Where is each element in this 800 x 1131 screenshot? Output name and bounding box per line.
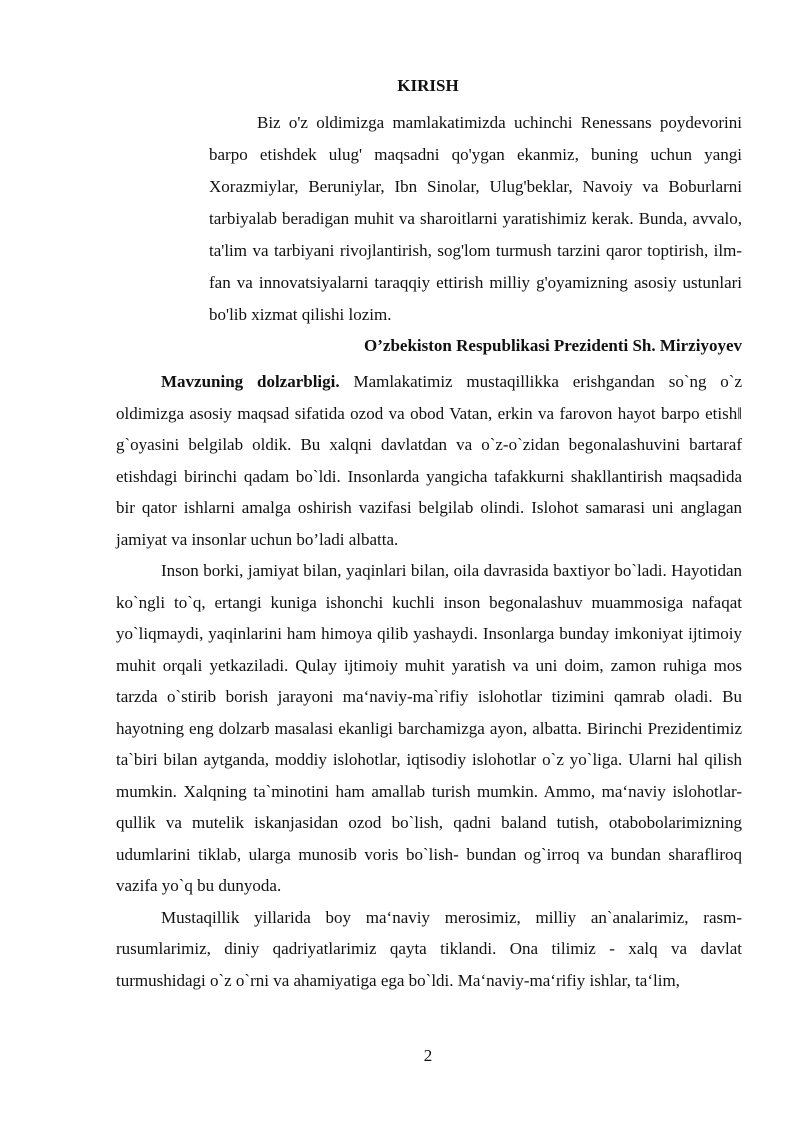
epigraph-attribution: O’zbekiston Respublikasi Prezidenti Sh. Mirziyoyev — [364, 336, 742, 355]
epigraph-quote: Biz o'z oldimizga mamlakatimizda uchinchi Renessans poydevorini barpo etishdek ulug' maqsadni qo'ygan ekanmiz, buning uchun yangi Xorazmiylar, Beruniylar, Ibn Sinolar, Ulug'beklar, Navoiy va Boburlarni tarbiyalab beradigan muhit va sharoitlarni yaratishimiz kerak. Bunda, avvalo, ta'lim va tarbiyani rivojlantirish, sog'lom turmush tarzini qaror toptirish, ilm-fan va innovatsiyalarni taraqqiy ettirish milliy g'oyamizning asosiy ustunlari bo'lib xizmat qilishi lozim. — [209, 113, 742, 324]
body-text — [116, 366, 742, 996]
paragraph: Inson borki, jamiyat bilan, yaqinlari bilan, oila davrasida baxtiyor bo`ladi. Hayotidan ko`ngli to`q, ertangi kuniga ishonchi kuchli inson begonalashuv muammosiga nafaqat yo`liqmaydi, yaqinlarini ham himoya qilib yashaydi. Insonlarga bunday imkoniyat ijtimoiy muhit orqali yetkaziladi. Qulay ijtimoiy muhit yaratish va uni doim, zamon ruhiga mos tarzda o`stirib borish jarayoni ma‘naviy-ma`rifiy islohotlar tizimini qamrab oladi. Bu hayotning eng dolzarb masalasi ekanligi barchamizga ayon, albatta. Birinchi Prezidentimiz ta`biri bilan aytganda, moddiy islohotlar, iqtisodiy islohotlar o`z yo`liga. Ularni hal qilish mumkin. Xalqning ta`minotini ham amallab turish mumkin. Ammo, ma‘naviy islohotlar-qullik va mutelik iskanjasidan ozod bo`lish, qadni baland tutish, otabobolarimizning udumlarini tiklab, ularga munosib voris bo`lish- bundan og`irroq va bundan sharafliroq vazifa yo`q bu dunyoda. — [116, 561, 742, 895]
paragraph-lead: Mavzuning dolzarbligi. — [161, 372, 340, 391]
paragraph-text: Mamlakatimiz mustaqillikka erishgandan so`ng o`z oldimizga asosiy maqsad sifatida ozod va obod Vatan, erkin va farovon hayot barpo etish‖ g`oyasini belgilab oldik. Bu xalqni davlatdan va o`z-o`zidan begonalashuvini bartaraf etishdagi birinchi qadam bo`ldi. Insonlarda yangicha tafakkurni shakllantirish maqsadida bir qator ishlarni amalga oshirish vazifasi belgilab olindi. Islohot samarasi uni anglagan jamiyat va insonlar uchun bo’ladi albatta. — [116, 372, 742, 549]
page-number: 2 — [423, 1046, 433, 1065]
paragraph-relevance — [116, 366, 742, 555]
page-heading: KIRISH — [397, 76, 459, 95]
paragraph: Mustaqillik yillarida boy ma‘naviy merosimiz, milliy an`analarimiz, rasm-rusumlarimiz, diniy qadriyatlarimiz qayta tiklandi. Ona tilimiz - xalq va davlat turmushidagi o`z o`rni va ahamiyatiga ega bo`ldi. Ma‘naviy-ma‘rifiy ishlar, ta‘lim, — [116, 907, 742, 990]
